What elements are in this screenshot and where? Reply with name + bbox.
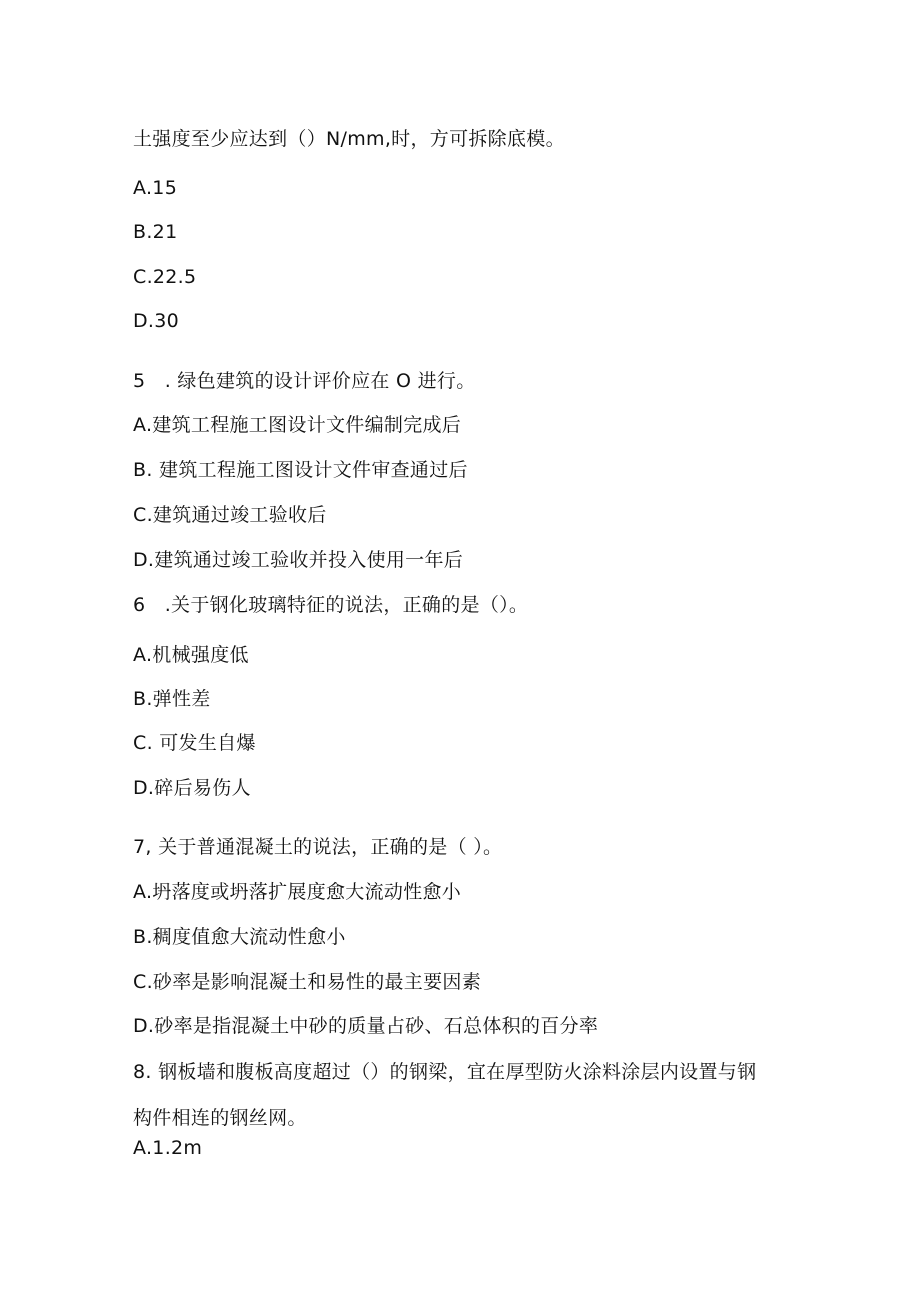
question-7-option-d: D.砂率是指混凝土中砂的质量占砂、石总体积的百分率 bbox=[133, 1015, 599, 1037]
question-6-stem: 6 .关于钢化玻璃特征的说法，正确的是（）。 bbox=[133, 594, 529, 616]
question-4-option-a: A.15 bbox=[133, 177, 178, 199]
question-5-option-a: A.建筑工程施工图设计文件编制完成后 bbox=[133, 414, 462, 436]
question-6-option-c: C. 可发生自爆 bbox=[133, 732, 256, 754]
question-7-stem: 7, 关于普通混凝土的说法，正确的是（ ）。 bbox=[133, 836, 503, 858]
question-4-stem: 土强度至少应达到（）N/mm,时，方可拆除底模。 bbox=[133, 128, 565, 150]
question-8-stem-line-1: 8. 钢板墙和腹板高度超过（）的钢梁，宜在厚型防火涂料涂层内设置与钢 bbox=[133, 1061, 757, 1083]
question-5-option-b: B. 建筑工程施工图设计文件审查通过后 bbox=[133, 459, 468, 481]
question-7-option-b: B.稠度值愈大流动性愈小 bbox=[133, 926, 346, 948]
question-5-stem: 5 . 绿色建筑的设计评价应在 O 进行。 bbox=[133, 370, 476, 392]
question-4-option-c: C.22.5 bbox=[133, 266, 197, 288]
question-8-option-a: A.1.2m bbox=[133, 1137, 203, 1159]
question-6-option-a: A.机械强度低 bbox=[133, 644, 249, 666]
question-4-option-b: B.21 bbox=[133, 221, 178, 243]
question-4-option-d: D.30 bbox=[133, 310, 180, 332]
question-5-option-c: C.建筑通过竣工验收后 bbox=[133, 504, 327, 526]
question-6-option-b: B.弹性差 bbox=[133, 688, 211, 710]
question-8-stem-line-2: 构件相连的钢丝网。 bbox=[133, 1107, 307, 1129]
question-7-option-a: A.坍落度或坍落扩展度愈大流动性愈小 bbox=[133, 881, 462, 903]
question-7-option-c: C.砂率是影响混凝土和易性的最主要因素 bbox=[133, 971, 482, 993]
question-5-option-d: D.建筑通过竣工验收并投入使用一年后 bbox=[133, 549, 464, 571]
question-6-option-d: D.碎后易伤人 bbox=[133, 777, 251, 799]
